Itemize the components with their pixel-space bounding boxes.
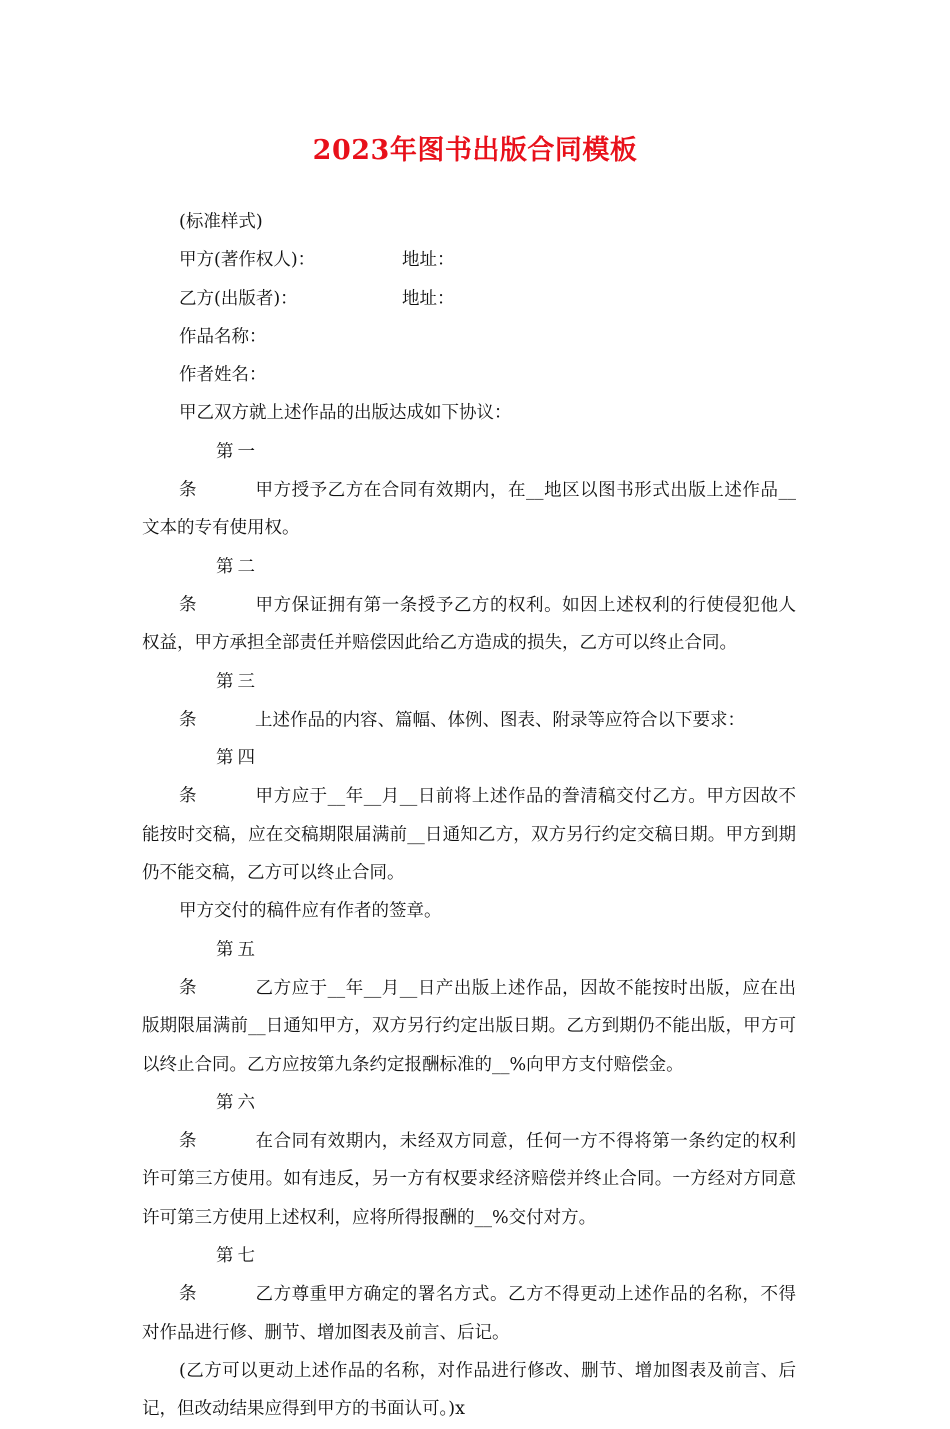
- article-5-text: 乙方应于__年__月__日产出版上述作品，因故不能按时出版，应在出版期限届满前__日通知甲方，双方另行约定出版日期。乙方到期仍不能出版，甲方可以终止合同。乙方应按第九条约定报酬标准的__%向甲方支付赔偿金。: [142, 977, 796, 1075]
- signature-note: 甲方交付的稿件应有作者的签章。: [179, 901, 442, 922]
- article-3-text: 上述作品的内容、篇幅、体例、图表、附录等应符合以下要求：: [255, 709, 745, 730]
- party-b-row: [142, 280, 796, 318]
- article-4-number: 第四条: [179, 748, 255, 807]
- party-b-label: 乙方(出版者)：: [179, 288, 298, 309]
- closing-note: (乙方可以更动上述作品的名称，对作品进行修改、删节、增加图表及前言、后记，但改动结果应得到甲方的书面认可。)x: [142, 1360, 796, 1420]
- work-name-field: 作品名称：: [179, 326, 267, 347]
- article-7: [142, 1237, 796, 1352]
- party-b-address-label: 地址：: [402, 288, 455, 309]
- article-3: [142, 663, 796, 740]
- article-2-text: 甲方保证拥有第一条授予乙方的权利。如因上述权利的行使侵犯他人权益，甲方承担全部责任并赔偿因此给乙方造成的损失，乙方可以终止合同。: [142, 594, 796, 654]
- document-title: 2023年图书出版合同模板: [312, 135, 638, 166]
- party-a-address-label: 地址：: [402, 250, 455, 271]
- article-6-text: 在合同有效期内，未经双方同意，任何一方不得将第一条约定的权利许可第三方使用。如有违反，另一方有权要求经济赔偿并终止合同。一方经对方同意许可第三方使用上述权利，应将所得报酬的__%交付对方。: [142, 1131, 796, 1228]
- subtitle: (标准样式): [179, 212, 263, 232]
- article-5-number: 第五条: [179, 939, 255, 998]
- article-2: [142, 548, 796, 663]
- article-6: [142, 1084, 796, 1237]
- party-a-label: 甲方(著作权人)：: [179, 250, 316, 271]
- article-7-text: 乙方尊重甲方确定的署名方式。乙方不得更动上述作品的名称，不得对作品进行修、删节、增加图表及前言、后记。: [142, 1284, 796, 1343]
- article-7-number: 第七条: [179, 1246, 255, 1305]
- document-body: [142, 203, 796, 1429]
- article-2-number: 第二条: [179, 556, 255, 615]
- author-name-field: 作者姓名：: [179, 365, 267, 386]
- article-1-text: 甲方授予乙方在合同有效期内，在__地区以图书形式出版上述作品__文本的专有使用权。: [142, 480, 796, 539]
- article-4: [142, 739, 796, 892]
- party-a-row: [142, 241, 796, 279]
- article-5: [142, 931, 796, 1084]
- article-3-number: 第三条: [179, 671, 255, 730]
- article-6-number: 第六条: [179, 1092, 255, 1152]
- intro-paragraph: 甲乙双方就上述作品的出版达成如下协议：: [179, 403, 512, 424]
- article-1: [142, 433, 796, 548]
- article-1-number: 第一条: [179, 441, 255, 501]
- article-4-text: 甲方应于__年__月__日前将上述作品的誊清稿交付乙方。甲方因故不能按时交稿，应在交稿期限届满前__日通知乙方，双方另行约定交稿日期。甲方到期仍不能交稿，乙方可以终止合同。: [142, 786, 796, 884]
